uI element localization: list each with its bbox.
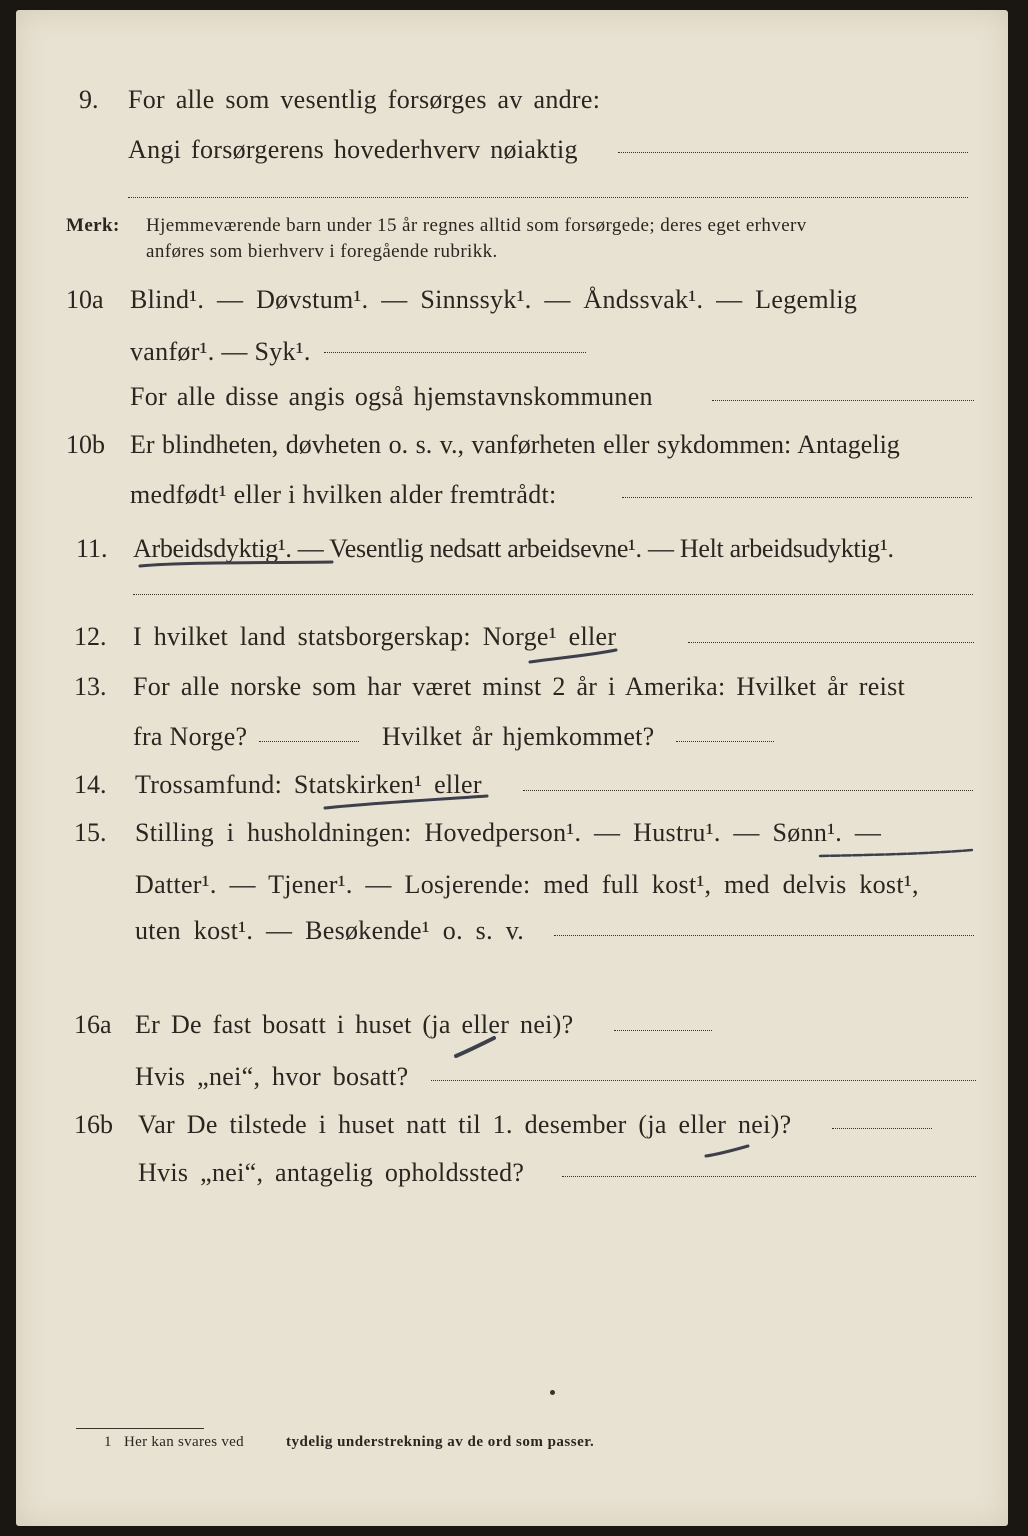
- q13-line2a: fra Norge?: [133, 722, 248, 751]
- q10a-number: 10a: [66, 285, 104, 314]
- pen-mark-ja-16b: [702, 1142, 752, 1162]
- q15-answer-line: [554, 935, 974, 936]
- q10b-line2: medfødt¹ eller i hvilken alder fremtrådt:: [130, 480, 557, 509]
- footnote-mark: 1: [104, 1434, 112, 1450]
- q10a-answer-line-2: [712, 400, 974, 401]
- q13-answer-line-a: [259, 741, 359, 742]
- q15-line1: Stilling i husholdningen: Hovedperson¹. — Hustru¹. — Sønn¹. —: [135, 818, 882, 847]
- q9-answer-line-2: [128, 197, 968, 198]
- q10b-answer-line: [622, 497, 972, 498]
- pen-mark-ja-16a: [452, 1034, 498, 1062]
- q12-number: 12.: [74, 622, 107, 651]
- q13-answer-line-b: [676, 741, 774, 742]
- q11-number: 11.: [76, 534, 108, 563]
- q15-line2: Datter¹. — Tjener¹. — Losjerende: med full kost¹, med delvis kost¹,: [135, 870, 919, 899]
- q10a-line3: For alle disse angis også hjemstavnskommunen: [130, 382, 653, 411]
- q13-line1: For alle norske som har været minst 2 år i Amerika: Hvilket år reist: [133, 672, 906, 701]
- q12-answer-line: [688, 642, 974, 643]
- q13-line2b: Hvilket år hjemkommet?: [382, 722, 655, 751]
- q16a-answer-line: [614, 1030, 712, 1031]
- q16b-answer-line-2: [562, 1176, 976, 1177]
- q16b-number: 16b: [74, 1110, 113, 1139]
- merk-line2: anføres som bierhverv i foregående rubrikk.: [146, 241, 498, 262]
- q16a-line1: Er De fast bosatt i huset (ja eller nei)?: [135, 1010, 574, 1039]
- underline-sonn: [816, 846, 976, 862]
- q16a-answer-line-2: [431, 1080, 976, 1081]
- footnote-rule: [76, 1428, 204, 1429]
- underline-statskirken: [321, 790, 491, 814]
- q16b-line1: Var De tilstede i huset natt til 1. desember (ja eller nei)?: [138, 1110, 792, 1139]
- q15-number: 15.: [74, 818, 107, 847]
- q11-line1: Arbeidsdyktig¹. — Vesentlig nedsatt arbeidsevne¹. — Helt arbeidsudyktig¹.: [133, 534, 894, 563]
- q10a-line1: Blind¹. — Døvstum¹. — Sinnssyk¹. — Åndssvak¹. — Legemlig: [130, 285, 858, 314]
- underline-norge: [526, 646, 621, 668]
- ink-dot: [550, 1390, 555, 1395]
- q10b-line1: Er blindheten, døvheten o. s. v., vanførheten eller sykdommen: Antagelig: [130, 430, 900, 459]
- q9-line2: Angi forsørgerens hovederhverv nøiaktig: [128, 135, 578, 164]
- census-form-page: [16, 10, 1008, 1526]
- q14-line1: Trossamfund: Statskirken¹ eller: [135, 770, 482, 799]
- footnote-text-a: Her kan svares ved: [124, 1434, 244, 1450]
- q10a-line2: vanfør¹. — Syk¹.: [130, 337, 311, 366]
- merk-line1: Hjemmeværende barn under 15 år regnes alltid som forsørgede; deres eget erhverv: [146, 215, 807, 236]
- q16a-number: 16a: [74, 1010, 112, 1039]
- merk-label: Merk:: [66, 215, 120, 236]
- q15-line3: uten kost¹. — Besøkende¹ o. s. v.: [135, 916, 525, 945]
- q9-number: 9.: [79, 85, 99, 114]
- q14-number: 14.: [74, 770, 107, 799]
- q9-line1: For alle som vesentlig forsørges av andre:: [128, 85, 601, 114]
- q12-line1: I hvilket land statsborgerskap: Norge¹ eller: [133, 622, 617, 651]
- q16b-line2: Hvis „nei“, antagelig opholdssted?: [138, 1158, 525, 1187]
- q14-answer-line: [523, 790, 973, 791]
- underline-arbeidsdyktig: [136, 558, 336, 572]
- q10a-answer-line: [324, 352, 586, 353]
- footnote-text-b: tydelig understrekning av de ord som passer.: [286, 1434, 595, 1450]
- q16b-answer-line: [832, 1128, 932, 1129]
- q11-answer-line: [133, 594, 973, 595]
- q9-answer-line: [618, 152, 968, 153]
- q10b-number: 10b: [66, 430, 105, 459]
- q13-number: 13.: [74, 672, 107, 701]
- q16a-line2: Hvis „nei“, hvor bosatt?: [135, 1062, 409, 1091]
